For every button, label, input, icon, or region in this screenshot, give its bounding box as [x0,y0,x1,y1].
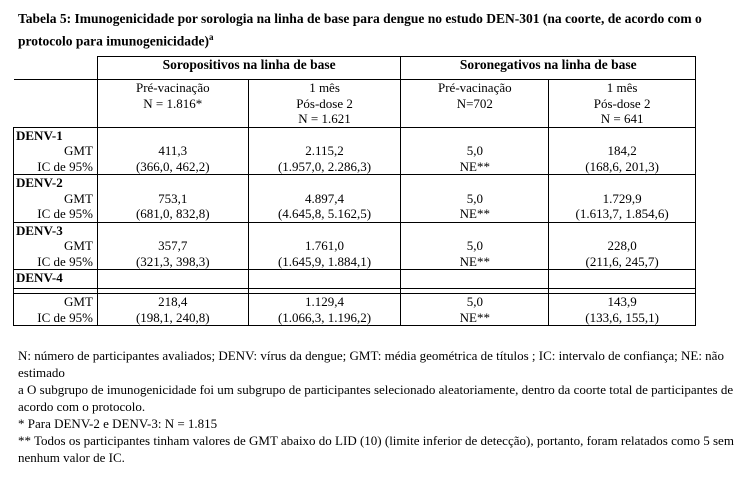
cell-sp-pre: 411,3 (366,0, 462,2) [97,127,248,175]
cell-sn-pre: 5,0 NE** [401,294,549,326]
gmt-label: GMT [64,238,93,253]
table-row [14,127,696,175]
cell-sn-post: 143,9 (133,6, 155,1) [549,294,696,326]
cell-sn-post: 228,0 (211,6, 245,7) [549,222,696,270]
ic-label: IC de 95% [37,206,93,221]
row-label [14,270,98,289]
table-row [14,222,696,270]
subheader-empty [14,80,98,128]
cell-sn-pre: 5,0 NE** [401,175,549,223]
header-sp-post [248,80,401,128]
gmt-label: GMT [64,190,93,206]
table-row [14,175,696,223]
cell-sn-post: 1.729,9 (1.613,7, 1.854,6) [549,175,696,223]
ic-label: IC de 95% [37,253,93,269]
header-sp-pre [97,80,248,128]
cell-sp-pre: 357,7 (321,3, 398,3) [97,222,248,270]
serotype-label: DENV-1 [16,127,63,143]
footnote-a: a O subgrupo de imunogenicidade foi um subgrupo de participantes selecionado aleatoriamente, dentro da coorte total de participantes de acordo com o protocolo. [18,382,734,414]
subheader-row [14,80,696,128]
serotype-label: DENV-3 [16,222,63,238]
corner-cell [14,57,98,80]
empty-cell [549,270,696,289]
header-sn-post-line1: 1 mês [606,80,638,95]
empty-cell [248,270,401,289]
row-label [14,175,98,223]
header-seronegative: Soronegativos na linha de base [401,57,696,80]
cell-sp-pre: 753,1 (681,0, 832,8) [97,175,248,223]
header-sp-pre-line2: N = 1.816* [143,95,203,111]
gmt-label: GMT [64,143,93,158]
header-sp-post-line3: N = 1.621 [298,111,351,126]
header-sn-post-line3: N = 641 [600,111,644,126]
title-superscript: a [209,32,214,42]
header-sn-post [549,80,696,128]
immunogenicity-table [13,56,696,326]
footnotes [18,347,740,466]
header-sp-pre-line1: Pré-vacinação [135,80,210,95]
empty-cell [97,270,248,289]
header-sp-post-line1: 1 mês [309,80,340,95]
cell-sn-pre: 5,0 NE** [401,127,549,175]
serotype-label: DENV-4 [16,270,63,285]
cell-sp-pre: 218,4 (198,1, 240,8) [97,294,248,326]
cell-sn-pre: 5,0 NE** [401,222,549,270]
cell-sp-post: 2.115,2 (1.957,0, 2.286,3) [248,127,401,175]
header-sn-pre-line2: N=702 [456,95,493,111]
table-row [14,270,696,289]
table-row [14,294,696,326]
header-sp-post-line2: Pós-dose 2 [296,95,353,111]
ic-label: IC de 95% [37,158,93,174]
cell-sp-post: 4.897,4 (4.645,8, 5.162,5) [248,175,401,223]
row-label [14,222,98,270]
header-sn-pre [401,80,549,128]
footnote-double-star: ** Todos os participantes tinham valores de GMT abaixo do LID (10) (limite inferior de detecção), portanto, foram relatados como 5 sem nenhum valor de IC. [18,433,734,465]
footnote-n: N: número de participantes avaliados; DENV: vírus da dengue; GMT: média geométrica de títulos ; IC: intervalo de confiança; NE: não estimado [18,348,724,380]
cell-sn-post: 184,2 (168,6, 201,3) [549,127,696,175]
table-title: Tabela 5: Imunogenicidade por sorologia na linha de base para dengue no estudo DEN-301 (na coorte, de acordo com o protocolo para imunogenicidade)$^a$ [18,11,702,49]
cell-sp-post: 1.129,4 (1.066,3, 1.196,2) [248,294,401,326]
header-seropositive: Soropositivos na linha de base [97,57,401,80]
serotype-label: DENV-2 [16,175,63,190]
header-sn-post-line2: Pós-dose 2 [593,95,651,111]
gmt-label: GMT [64,294,93,309]
empty-cell [401,270,549,289]
cell-sp-post: 1.761,0 (1.645,9, 1.884,1) [248,222,401,270]
ic-label: IC de 95% [37,309,93,325]
row-label [14,127,98,175]
group-header-row [14,57,696,80]
footnote-star: * Para DENV-2 e DENV-3: N = 1.815 [18,416,218,431]
header-sn-pre-line1: Pré-vacinação [438,80,512,95]
row-label [14,294,98,326]
